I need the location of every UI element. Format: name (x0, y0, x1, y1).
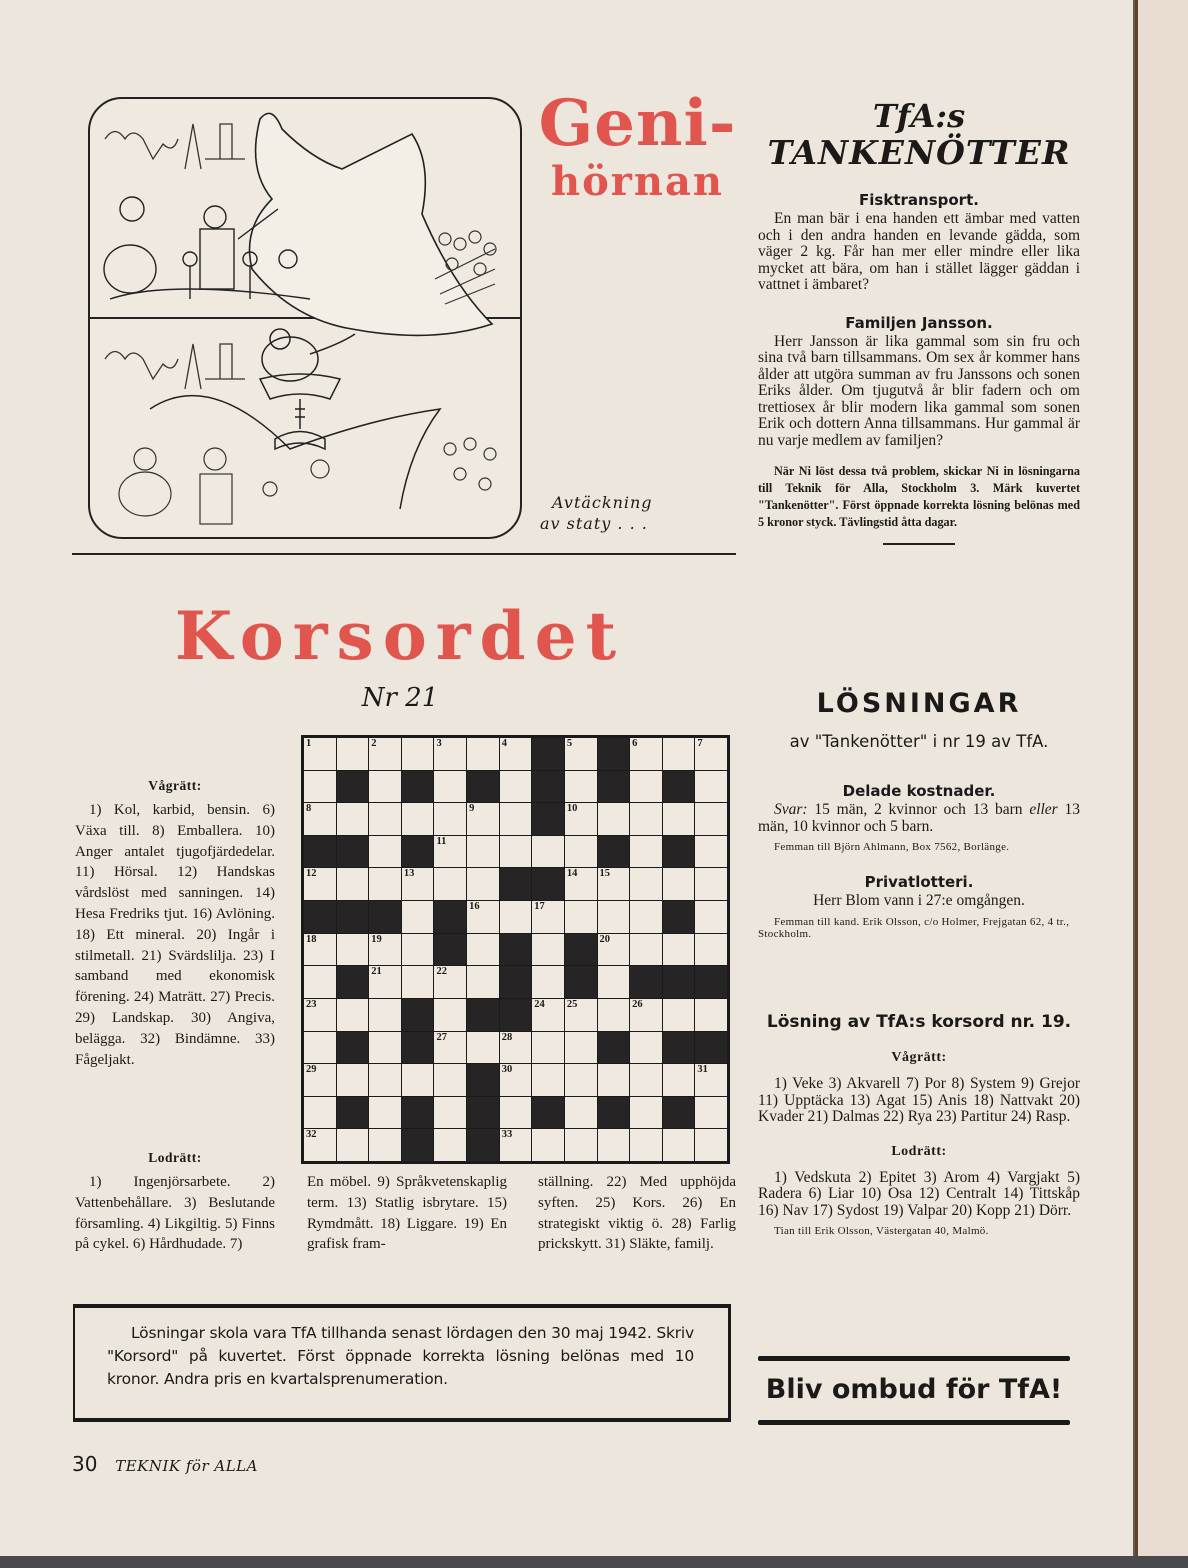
grid-cell[interactable] (500, 1064, 532, 1096)
problem-text: En man bär i ena handen ett ämbar med vatten och i den andra handen en levande gädda, som väger 2 kg. Får han mer eller mindre eller lika mycket att bära, om han i stället lägger gäddan i vattnet i ämbaret? (758, 210, 1080, 293)
grid-cell[interactable] (532, 1064, 564, 1096)
grid-cell[interactable] (369, 934, 401, 966)
grid-cell[interactable] (434, 803, 466, 835)
grid-cell-black (598, 836, 630, 868)
geni-hornan-title (530, 86, 745, 205)
grid-cell-black (467, 1097, 499, 1129)
crossword-grid[interactable] (301, 735, 730, 1164)
korsordet-number: Nr 21 (361, 683, 439, 713)
grid-cell[interactable] (532, 999, 564, 1031)
grid-cell-black (402, 999, 434, 1031)
grid-cell[interactable] (337, 1129, 369, 1161)
grid-cell[interactable] (565, 1097, 597, 1129)
clue-number: 8 (306, 803, 312, 815)
grid-cell[interactable] (402, 738, 434, 770)
grid-cell[interactable] (630, 771, 662, 803)
geni-title-line2: hörnan (551, 158, 724, 205)
magazine-name: TEKNIK för ALLA (115, 1457, 258, 1475)
grid-cell[interactable] (467, 868, 499, 900)
grid-cell[interactable] (467, 901, 499, 933)
grid-cell[interactable] (434, 1129, 466, 1161)
grid-cell[interactable] (500, 771, 532, 803)
grid-cell[interactable] (663, 1064, 695, 1096)
grid-cell[interactable] (337, 803, 369, 835)
grid-cell[interactable] (565, 868, 597, 900)
grid-cell[interactable] (695, 771, 727, 803)
grid-cell[interactable] (565, 771, 597, 803)
solution-answer: Herr Blom vann i 27:e omgången. (813, 892, 1025, 909)
grid-cell-black (532, 868, 564, 900)
grid-cell-black (598, 771, 630, 803)
grid-cell[interactable] (304, 1032, 336, 1064)
grid-cell[interactable] (500, 1129, 532, 1161)
grid-cell-black (467, 771, 499, 803)
grid-cell[interactable] (467, 836, 499, 868)
grid-cell[interactable] (695, 1097, 727, 1129)
tankenotter-title-line1: TfA:s (872, 97, 966, 135)
grid-cell-black (304, 901, 336, 933)
grid-cell[interactable] (369, 803, 401, 835)
clue-number: 2 (371, 738, 377, 749)
section-divider (72, 553, 736, 555)
grid-cell[interactable] (663, 803, 695, 835)
grid-cell-black (337, 901, 369, 933)
across-clues (75, 778, 275, 1070)
clue-number: 29 (306, 1064, 317, 1076)
grid-cell[interactable] (434, 999, 466, 1031)
grid-cell[interactable] (565, 1064, 597, 1096)
solution-answer: Svar: 15 män, 2 kvinnor och 13 barn eller 13 män, 10 kvinnor och 5 barn. (758, 801, 1081, 835)
promo-rule-bottom (758, 1420, 1070, 1425)
grid-cell-black (695, 966, 727, 998)
submission-notice-box (73, 1304, 731, 1422)
cartoon-caption (540, 492, 670, 534)
across-clue-text: 1) Kol, karbid, bensin. 6) Växa till. 8) Emballera. 10) Anger antalet tjugofjärdedelar. 11) Hörsal. 12) Handskas vårdslöst med sanningen. 14) Hesa Fredriks tjut. 16) Avlöning. 18) Ett mineral. 20) Ingår i stilmetall. 21) Svärdslilja. 23) I samband med ekonomisk förening. 24) Maträtt. 27) Precis. 29) Landskap. 30) Angiva, belägga. 32) Bindämne. 33) Fågeljakt. (75, 802, 275, 1068)
grid-cell[interactable] (630, 901, 662, 933)
grid-cell-black (598, 738, 630, 770)
clue-number: 7 (697, 738, 703, 749)
grid-cell-black (532, 803, 564, 835)
grid-cell[interactable] (500, 901, 532, 933)
grid-cell[interactable] (467, 1032, 499, 1064)
cartoon-statue-unveiling-icon (90, 99, 520, 537)
grid-cell[interactable] (402, 901, 434, 933)
grid-cell[interactable] (434, 1097, 466, 1129)
grid-cell-black (500, 999, 532, 1031)
grid-cell[interactable] (598, 966, 630, 998)
grid-cell[interactable] (695, 901, 727, 933)
submission-notice-text: Lösningar skola vara TfA tillhanda senast lördagen den 30 maj 1942. Skriv "Korsord" på kuvertet. Först öppnade korrekta lösning belönas med 10 kronor. Andra pris en kvartalsprenumeration. (107, 1324, 694, 1388)
grid-cell-black (467, 1129, 499, 1161)
clue-number: 26 (632, 998, 643, 1010)
grid-cell[interactable] (337, 738, 369, 770)
down-clue-text: 1) Ingenjörsarbete. 2) Vattenbehållare. 3) Beslutande församling. 4) Likgiltig. 5) Finns på cykel. 6) Hårdhudade. 7) (75, 1174, 275, 1253)
losningar-title: LÖSNINGAR (816, 688, 1022, 719)
down-clue-text: ställning. 22) Med upphöjda syften. 25) Kors. 26) En strategiskt viktig ö. 28) Farlig prickskytt. 31) Släkte, familj. (538, 1174, 736, 1253)
clue-number: 18 (306, 933, 317, 945)
solution-title: Delade kostnader. (842, 782, 996, 800)
grid-cell[interactable] (565, 803, 597, 835)
grid-cell[interactable] (434, 1032, 466, 1064)
grid-cell[interactable] (337, 868, 369, 900)
grid-cell-black (434, 934, 466, 966)
grid-cell[interactable] (695, 738, 727, 770)
across-heading: Vågrätt: (148, 778, 202, 793)
grid-cell[interactable] (500, 803, 532, 835)
grid-cell[interactable] (402, 1064, 434, 1096)
clue-number: 16 (469, 901, 480, 913)
clue-number: 32 (306, 1129, 317, 1141)
grid-cell[interactable] (695, 803, 727, 835)
grid-cell-black (402, 1097, 434, 1129)
grid-cell-black (402, 1129, 434, 1161)
solution-title: Privatlotteri. (864, 873, 974, 891)
grid-cell[interactable] (369, 771, 401, 803)
grid-cell[interactable] (369, 836, 401, 868)
grid-cell[interactable] (434, 738, 466, 770)
grid-cell[interactable] (695, 934, 727, 966)
clue-number: 5 (566, 738, 573, 749)
grid-cell[interactable] (532, 901, 564, 933)
clue-number: 28 (501, 1031, 513, 1043)
clue-number: 3 (436, 738, 442, 749)
grid-cell[interactable] (630, 1129, 662, 1161)
grid-cell[interactable] (695, 868, 727, 900)
cartoon-illustration (88, 97, 522, 539)
grid-cell[interactable] (304, 934, 336, 966)
grid-cell[interactable] (467, 966, 499, 998)
clue-number: 21 (371, 966, 382, 978)
clue-number: 4 (501, 738, 507, 749)
grid-cell-black (337, 1097, 369, 1129)
grid-cell[interactable] (369, 1032, 401, 1064)
grid-cell[interactable] (565, 738, 597, 770)
problem-title: Familjen Jansson. (845, 313, 993, 332)
grid-cell[interactable] (434, 868, 466, 900)
grid-cell-black (402, 836, 434, 868)
grid-cell[interactable] (630, 934, 662, 966)
clue-number: 27 (436, 1031, 447, 1043)
grid-cell[interactable] (663, 738, 695, 770)
down-clues-col2 (307, 1172, 507, 1255)
problem-title: Fisktransport. (859, 191, 979, 209)
grid-cell-black (630, 966, 662, 998)
grid-cell[interactable] (500, 1097, 532, 1129)
grid-cell[interactable] (369, 1097, 401, 1129)
grid-cell-black (402, 771, 434, 803)
grid-cell-black (565, 966, 597, 998)
solution-credit: Tian till Erik Olsson, Västergatan 40, Malmö. (774, 1225, 989, 1237)
clue-number: 6 (632, 738, 638, 749)
grid-cell[interactable] (532, 934, 564, 966)
losningar-subtitle: av "Tankenötter" i nr 19 av TfA. (789, 732, 1049, 751)
grid-cell[interactable] (304, 738, 336, 770)
korsord-solution-title: Lösning av TfA:s korsord nr. 19. (766, 1012, 1072, 1032)
page-footer (72, 1452, 258, 1476)
grid-cell[interactable] (434, 966, 466, 998)
grid-cell-black (337, 1032, 369, 1064)
grid-cell-black (663, 966, 695, 998)
grid-cell[interactable] (304, 999, 336, 1031)
clue-number: 11 (436, 835, 447, 847)
tankenotter-title-line2: TANKENÖTTER (767, 133, 1071, 172)
grid-cell-black (500, 934, 532, 966)
clue-number: 13 (403, 868, 415, 880)
down-clues-col3 (538, 1172, 736, 1255)
geni-title-line1: Geni- (538, 86, 737, 161)
grid-cell[interactable] (630, 1064, 662, 1096)
grid-cell[interactable] (369, 1129, 401, 1161)
down-clue-text: En möbel. 9) Språkvetenskaplig term. 13) Statlig isbrytare. 15) Rymdmått. 18) Liggare. 19) En grafisk fram- (307, 1174, 507, 1253)
grid-cell[interactable] (630, 999, 662, 1031)
solution-credit: Femman till Björn Ahlmann, Box 7562, Borlänge. (774, 841, 1010, 853)
grid-cell[interactable] (369, 738, 401, 770)
grid-cell[interactable] (304, 868, 336, 900)
caption-line1: Avtäckning (552, 493, 653, 512)
grid-cell[interactable] (467, 738, 499, 770)
grid-cell-black (402, 1032, 434, 1064)
grid-cell[interactable] (630, 1032, 662, 1064)
grid-cell[interactable] (598, 803, 630, 835)
grid-cell[interactable] (565, 836, 597, 868)
grid-cell-black (337, 836, 369, 868)
grid-cell-black (434, 901, 466, 933)
grid-cell-black (369, 901, 401, 933)
grid-cell-black (532, 771, 564, 803)
grid-cell-black (695, 1032, 727, 1064)
clue-number: 19 (371, 933, 382, 945)
clue-number: 12 (306, 868, 317, 880)
grid-cell[interactable] (663, 999, 695, 1031)
clue-number: 1 (306, 738, 312, 749)
korsord-solution-section (758, 1012, 1080, 1237)
grid-cell-black (663, 1032, 695, 1064)
losningar-body (758, 772, 1080, 940)
clue-number: 10 (566, 803, 578, 815)
grid-cell[interactable] (304, 771, 336, 803)
tankenotter-section (758, 97, 1080, 545)
clue-number: 20 (599, 933, 611, 945)
solution-down-heading: Lodrätt: (891, 1143, 947, 1159)
grid-cell[interactable] (304, 966, 336, 998)
grid-cell[interactable] (598, 901, 630, 933)
grid-cell[interactable] (565, 999, 597, 1031)
clue-number: 25 (566, 998, 578, 1010)
grid-cell[interactable] (532, 966, 564, 998)
grid-cell[interactable] (369, 999, 401, 1031)
clue-number: 9 (469, 803, 475, 815)
grid-cell-black (532, 738, 564, 770)
grid-cell-black (500, 868, 532, 900)
grid-cell[interactable] (630, 803, 662, 835)
grid-cell[interactable] (402, 868, 434, 900)
solution-across-heading: Vågrätt: (891, 1050, 947, 1065)
grid-cell[interactable] (337, 999, 369, 1031)
grid-cell[interactable] (565, 1129, 597, 1161)
grid-cell[interactable] (304, 803, 336, 835)
grid-cell-black (304, 836, 336, 868)
grid-cell[interactable] (630, 738, 662, 770)
grid-cell[interactable] (434, 1064, 466, 1096)
solution-credit: Femman till kand. Erik Olsson, c/o Holmer, Frejgatan 62, 4 tr., Stockholm. (758, 915, 1070, 940)
grid-cell[interactable] (467, 803, 499, 835)
grid-cell[interactable] (369, 1064, 401, 1096)
clue-number: 15 (599, 868, 611, 880)
grid-cell[interactable] (500, 738, 532, 770)
clue-number: 14 (566, 868, 578, 880)
problem-text: Herr Jansson är lika gammal som sin fru och sina två barn tillsammans. Om sex år kommer hans ålder att utgöra summan av fru Janssons och sonen Eriks ålder. Om tjugutvå år blir fadern och om trettiosex år blir modern lika gammal som sonen Erik och dottern Anna tillsammans. Hur gammal är nu varje medlem av familjen? (758, 332, 1080, 449)
grid-cell-black (598, 1032, 630, 1064)
grid-cell-black (663, 771, 695, 803)
grid-cell-black (663, 901, 695, 933)
grid-cell[interactable] (565, 1032, 597, 1064)
grid-cell[interactable] (598, 1064, 630, 1096)
grid-cell[interactable] (532, 1129, 564, 1161)
grid-cell[interactable] (304, 1064, 336, 1096)
grid-cell-black (663, 1097, 695, 1129)
grid-cell[interactable] (565, 901, 597, 933)
grid-cell[interactable] (402, 934, 434, 966)
grid-cell[interactable] (598, 999, 630, 1031)
grid-cell-black (337, 966, 369, 998)
grid-cell[interactable] (532, 1032, 564, 1064)
clue-number: 33 (501, 1129, 513, 1141)
grid-cell-black (565, 934, 597, 966)
grid-cell[interactable] (532, 836, 564, 868)
page-number: 30 (72, 1452, 98, 1476)
grid-cell[interactable] (598, 934, 630, 966)
korsordet-title: Korsordet (174, 597, 626, 675)
promo-rule-top (758, 1356, 1070, 1361)
clue-number: 31 (697, 1064, 708, 1076)
clue-number: 30 (501, 1064, 513, 1076)
grid-cell[interactable] (663, 868, 695, 900)
clue-number: 24 (534, 998, 545, 1010)
grid-cell[interactable] (695, 999, 727, 1031)
grid-cell[interactable] (337, 1064, 369, 1096)
grid-cell[interactable] (402, 803, 434, 835)
down-heading: Lodrätt: (148, 1150, 202, 1165)
adjacent-page-edge (1135, 0, 1188, 1556)
grid-cell-black (467, 1064, 499, 1096)
grid-cell[interactable] (402, 966, 434, 998)
grid-cell[interactable] (695, 1129, 727, 1161)
grid-cell[interactable] (500, 1032, 532, 1064)
grid-cell[interactable] (304, 1097, 336, 1129)
grid-cell[interactable] (630, 1097, 662, 1129)
promo-text: Bliv ombud för TfA! (765, 1374, 1063, 1405)
grid-cell[interactable] (337, 934, 369, 966)
tankenotter-title (758, 97, 1080, 172)
grid-cell[interactable] (630, 836, 662, 868)
grid-cell[interactable] (434, 836, 466, 868)
grid-cell[interactable] (695, 1064, 727, 1096)
tankenotter-instructions: När Ni löst dessa två problem, skickar Ni in lösningarna till Teknik för Alla, Stockholm 3. Märk kuvertet "Tankenötter". Först öppnade korrekta lösning belönas med 5 kronor styck. Tävlingstid åtta dagar. (758, 464, 1080, 529)
grid-cell[interactable] (663, 934, 695, 966)
grid-cell-black (467, 999, 499, 1031)
grid-cell-black (500, 966, 532, 998)
grid-cell[interactable] (434, 771, 466, 803)
clue-number: 17 (534, 901, 545, 913)
grid-cell[interactable] (467, 934, 499, 966)
answer-label: Svar: (774, 801, 808, 818)
grid-cell-black (663, 836, 695, 868)
grid-cell[interactable] (695, 836, 727, 868)
grid-cell-black (532, 1097, 564, 1129)
grid-cell[interactable] (630, 868, 662, 900)
clue-number: 23 (306, 998, 317, 1010)
solution-across: 1) Veke 3) Akvarell 7) Por 8) System 9) Grejor 11) Upptäcka 13) Agat 15) Anis 18) Nattvakt 20) Kvader 21) Dalmas 22) Rya 23) Partitur 24) Rasp. (758, 1075, 1080, 1125)
grid-cell-black (598, 1097, 630, 1129)
caption-line2: av staty . . . (540, 514, 648, 533)
clue-number: 22 (436, 966, 447, 978)
solution-down: 1) Vedskuta 2) Epitet 3) Arom 4) Vargjakt 5) Radera 6) Liar 10) Osa 12) Centralt 14) Tittskåp 16) Nav 17) Sydost 19) Valpar 20) Kopp 21) Dörr. (758, 1168, 1080, 1219)
grid-cell[interactable] (663, 1129, 695, 1161)
grid-cell[interactable] (304, 1129, 336, 1161)
grid-cell[interactable] (369, 966, 401, 998)
short-divider (883, 543, 955, 545)
grid-cell[interactable] (500, 836, 532, 868)
grid-cell[interactable] (598, 868, 630, 900)
grid-cell[interactable] (369, 868, 401, 900)
down-clues-col1 (75, 1172, 275, 1255)
grid-cell-black (337, 771, 369, 803)
grid-cell[interactable] (598, 1129, 630, 1161)
